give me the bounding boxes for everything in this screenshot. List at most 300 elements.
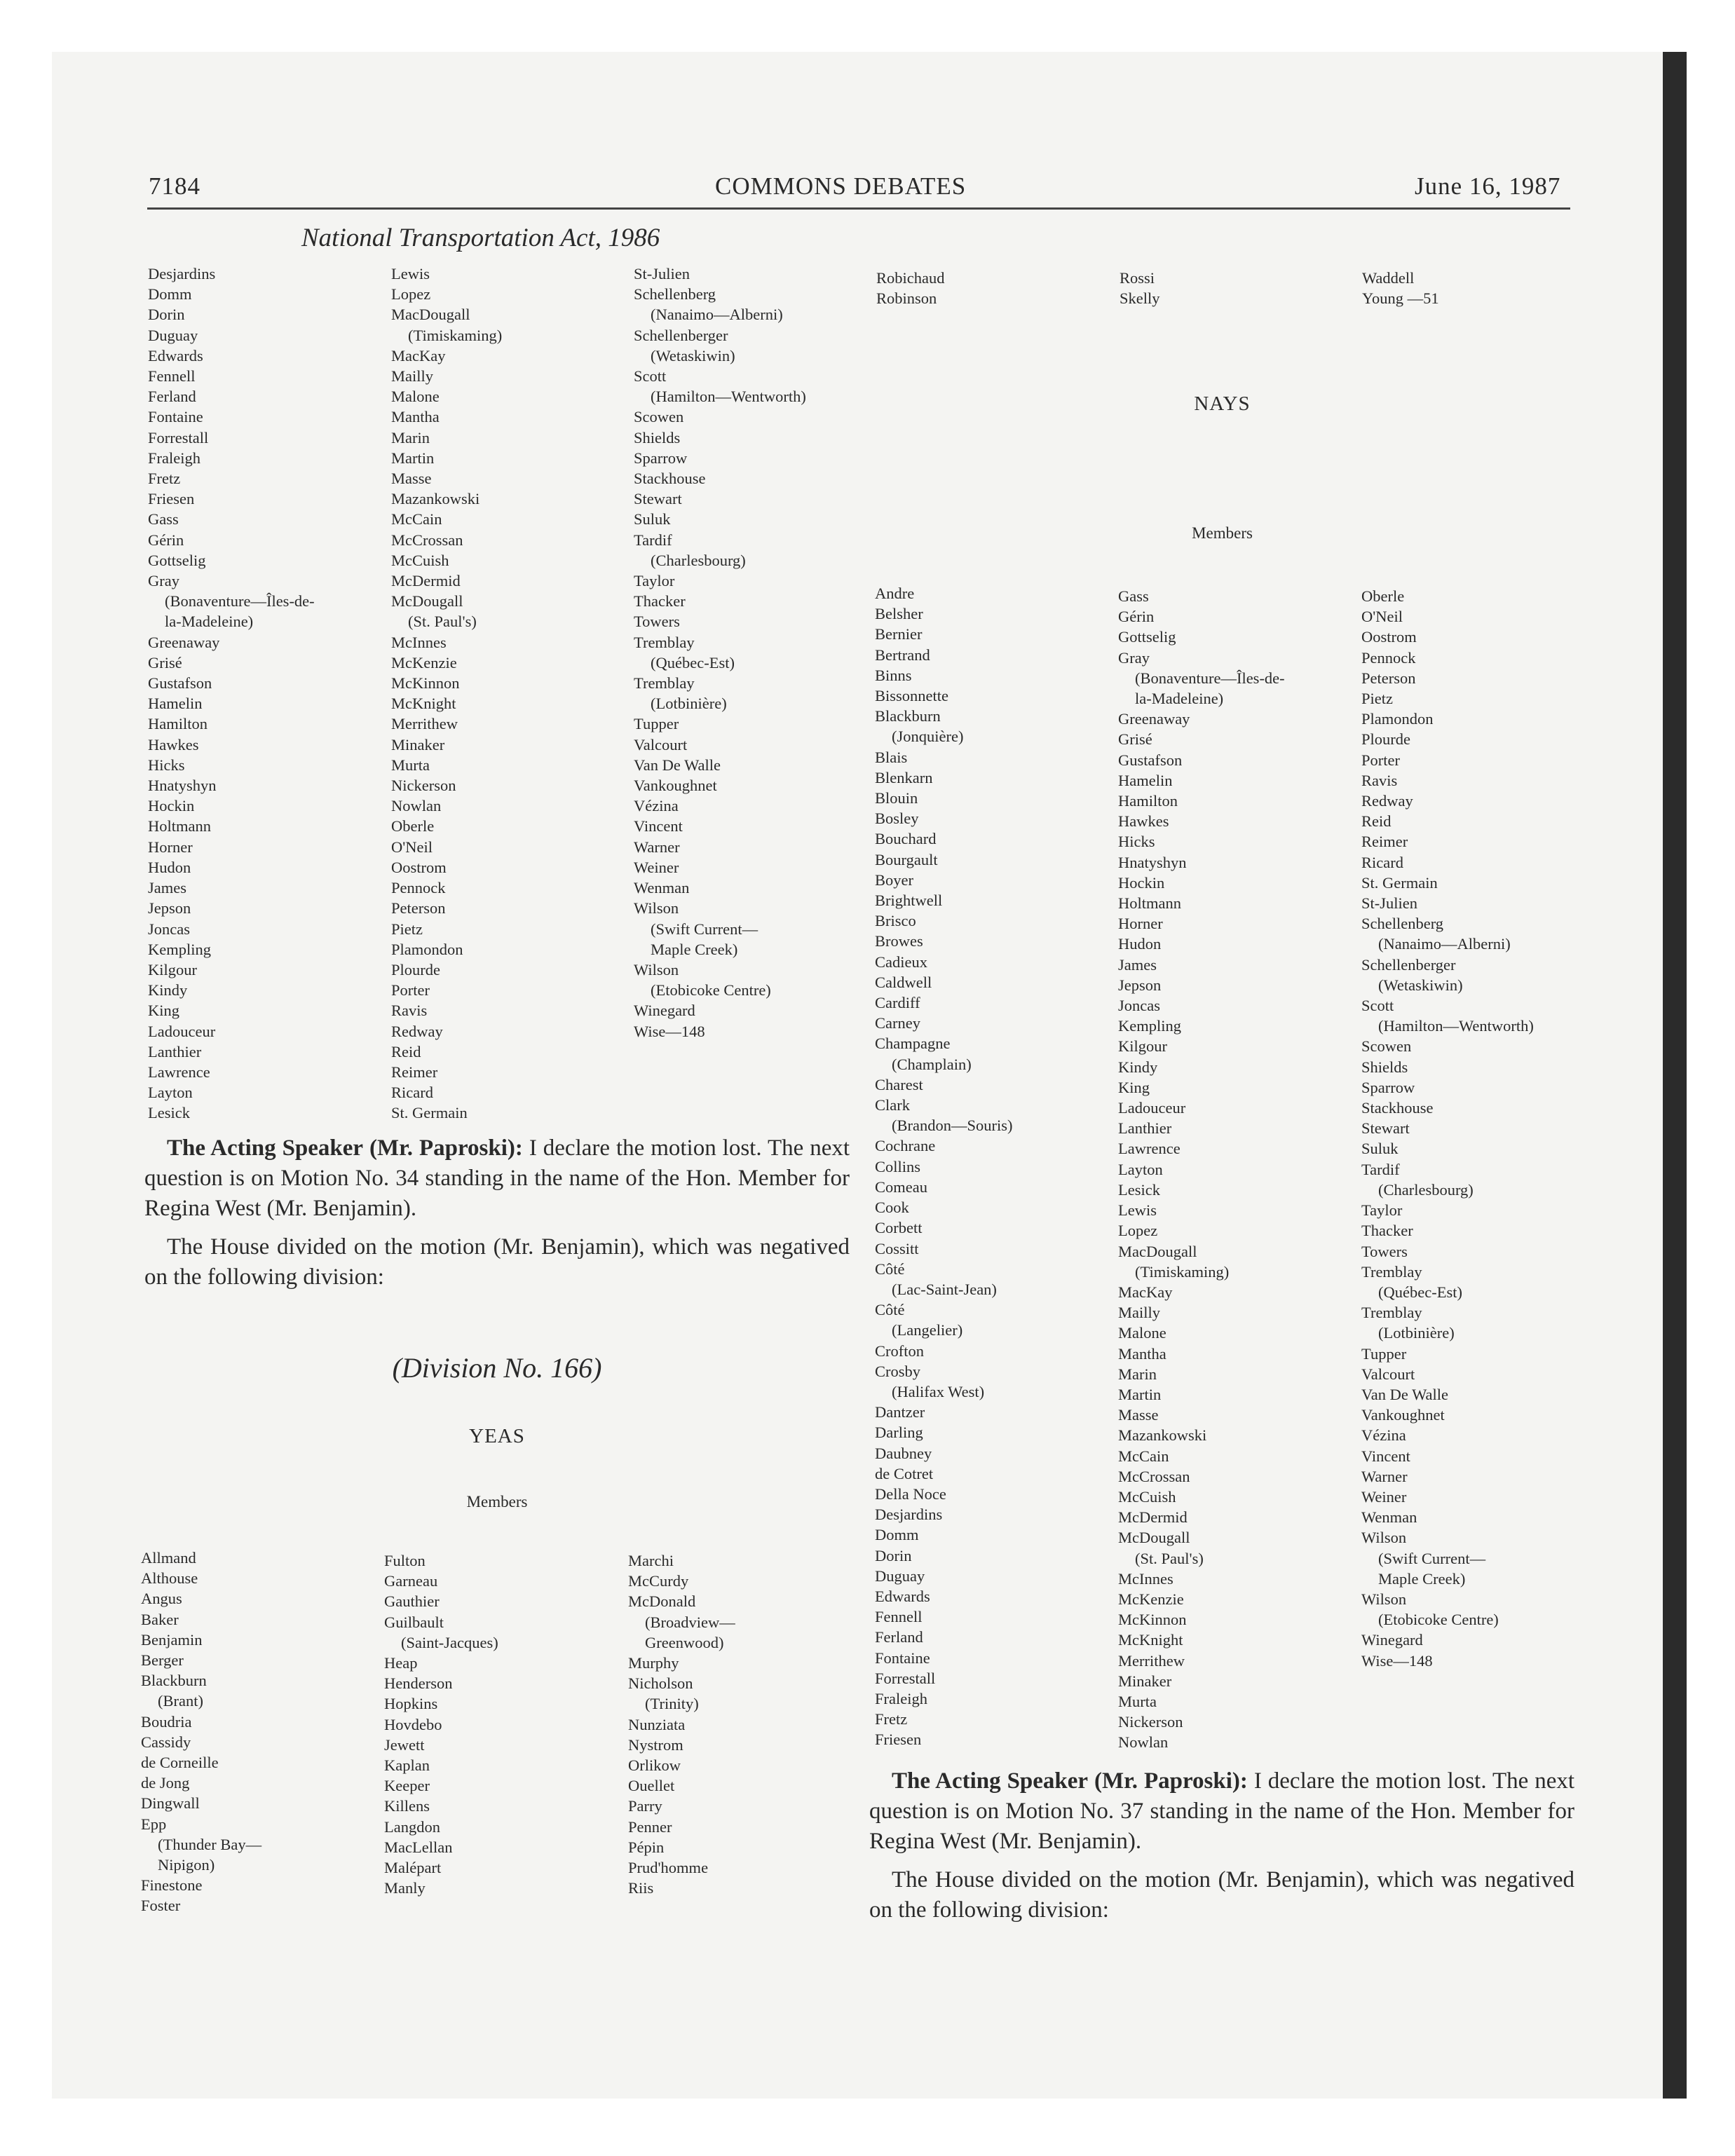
member-name: Plamondon	[1361, 710, 1434, 728]
member-name: Caldwell	[875, 973, 932, 991]
member-name: McCuish	[1118, 1487, 1176, 1506]
nays-heading: NAYS	[1194, 393, 1251, 415]
member-name: Crofton	[875, 1342, 924, 1360]
member-name: O'Neil	[391, 838, 433, 856]
top-list-col-6	[1362, 268, 1439, 308]
page-date: June 16, 1987	[1415, 172, 1561, 200]
top-list-col-3	[634, 264, 806, 1042]
member-name: Martin	[1118, 1385, 1162, 1403]
member-name: (Bonaventure—Îles-de-	[165, 592, 315, 610]
member-name: Hamelin	[148, 695, 203, 713]
member-name: Darling	[875, 1424, 923, 1442]
member-name: Lopez	[1118, 1222, 1158, 1240]
member-name: Lanthier	[1118, 1119, 1172, 1138]
member-name: Tremblay	[1361, 1304, 1422, 1322]
member-name: Fennell	[148, 367, 196, 386]
member-name: Wilson	[634, 960, 679, 978]
member-name: (Lotbinière)	[651, 695, 727, 713]
member-name: (Halifax West)	[892, 1382, 985, 1400]
member-name: Gauthier	[384, 1592, 440, 1611]
member-name: Schellenberger	[634, 326, 728, 344]
nays-col-2	[1118, 586, 1285, 1753]
member-name: Malépart	[384, 1859, 442, 1877]
member-name: Comeau	[875, 1178, 927, 1196]
member-name: Wilson	[634, 899, 679, 917]
member-name: Lesick	[148, 1104, 190, 1122]
member-name: (Bonaventure—Îles-de-	[1135, 669, 1285, 687]
member-name: Hockin	[1118, 873, 1165, 892]
member-name: Wilson	[1361, 1590, 1407, 1608]
member-name: Masse	[1118, 1406, 1159, 1424]
member-name: Winegard	[1361, 1631, 1423, 1649]
member-name: (Charlesbourg)	[651, 551, 746, 569]
member-name: Waddell	[1362, 269, 1415, 287]
member-name: Nowlan	[391, 797, 442, 815]
publication-title: COMMONS DEBATES	[715, 172, 967, 200]
member-name: Boyer	[875, 871, 913, 889]
member-name: Van De Walle	[1361, 1385, 1448, 1403]
member-name: Henderson	[384, 1674, 453, 1693]
member-name: Taylor	[1361, 1201, 1403, 1220]
member-name: Weiner	[634, 858, 679, 876]
member-name: Brisco	[875, 912, 916, 930]
member-name: McDermid	[391, 572, 461, 590]
member-name: Nystrom	[628, 1735, 683, 1754]
member-name: Bertrand	[875, 646, 930, 664]
member-name: Fennell	[875, 1608, 923, 1626]
member-name: (Brandon—Souris)	[892, 1117, 1013, 1135]
member-name: Kindy	[1118, 1058, 1158, 1076]
member-name: (Hamilton—Wentworth)	[1378, 1017, 1534, 1035]
member-name: Greenaway	[1118, 710, 1190, 728]
member-name: Plourde	[391, 960, 440, 978]
member-name: Orlikow	[628, 1756, 681, 1775]
member-name: Lawrence	[1118, 1140, 1181, 1158]
member-name: Reimer	[1361, 833, 1408, 851]
member-name: Oberle	[1361, 587, 1405, 605]
member-name: McInnes	[1118, 1569, 1173, 1588]
nays-members-label: Members	[1192, 524, 1253, 542]
member-name: Belsher	[875, 605, 923, 623]
member-name: Redway	[391, 1022, 443, 1040]
speaker-statement: I declare the motion lost. The next question is on Motion No. 34 standing in the name of the Hon. Member for Regina West (Mr. Benjamin).	[144, 1135, 850, 1221]
member-name: Pietz	[391, 920, 423, 938]
speaker-name: The Acting Speaker	[892, 1768, 1089, 1794]
member-name: Reid	[1361, 812, 1392, 831]
member-name: (Broadview—	[645, 1613, 735, 1631]
member-name: Nicholson	[628, 1674, 693, 1693]
member-name: Robinson	[876, 289, 937, 308]
member-name: McKenzie	[391, 653, 457, 671]
member-name: Gérin	[1118, 608, 1155, 626]
member-name: Gustafson	[148, 674, 212, 692]
member-name: Ferland	[148, 388, 196, 406]
member-name: Sparrow	[1361, 1078, 1415, 1096]
member-name: (Charlesbourg)	[1378, 1180, 1474, 1199]
member-name: (Etobicoke Centre)	[651, 981, 771, 999]
speaker-paren: (Mr. Paproski):	[1094, 1768, 1248, 1794]
member-name: Joncas	[148, 920, 190, 938]
member-name: Stewart	[634, 490, 682, 508]
member-name: de Corneille	[141, 1754, 219, 1772]
member-name: Kaplan	[384, 1756, 430, 1775]
member-name: Friesen	[148, 490, 195, 508]
member-name: Skelly	[1120, 289, 1160, 308]
member-name: (Saint-Jacques)	[401, 1633, 498, 1651]
member-name: Prud'homme	[628, 1859, 709, 1877]
member-name: McCain	[1118, 1447, 1169, 1465]
member-name: Blouin	[875, 789, 918, 807]
member-name: Plourde	[1361, 730, 1410, 749]
member-name: Blackburn	[875, 707, 941, 725]
page-number: 7184	[149, 172, 200, 200]
member-name: Ravis	[1361, 771, 1398, 789]
yeas-members-label: Members	[466, 1493, 528, 1510]
member-name: Holtmann	[1118, 894, 1181, 913]
division-intro-paragraph-2: The House divided on the motion (Mr. Benjamin), which was negatived on the following division:	[869, 1867, 1574, 1923]
member-name: Grisé	[148, 653, 182, 671]
member-name: Fraleigh	[148, 449, 200, 467]
member-name: Oostrom	[391, 858, 447, 876]
member-name: Merrithew	[1118, 1651, 1185, 1670]
member-name: Blais	[875, 748, 908, 766]
member-name: Kilgour	[148, 960, 197, 978]
member-name: Redway	[1361, 792, 1413, 810]
member-name: St-Julien	[1361, 894, 1418, 913]
member-name: Nickerson	[1118, 1713, 1183, 1731]
member-name: Tremblay	[634, 674, 695, 692]
member-name: Minaker	[391, 735, 445, 753]
member-name: Shields	[1361, 1058, 1408, 1076]
yeas-col-3	[628, 1550, 735, 1898]
member-name: Ravis	[391, 1002, 428, 1020]
member-name: Ferland	[875, 1628, 923, 1646]
member-name: Hudon	[148, 858, 191, 876]
member-name: Hovdebo	[384, 1715, 442, 1733]
member-name: Hamilton	[1118, 792, 1178, 810]
member-name: Thacker	[1361, 1222, 1413, 1240]
member-name: Wenman	[1361, 1508, 1417, 1527]
scan-edge-shadow	[1663, 52, 1687, 2099]
member-name: Ricard	[391, 1084, 433, 1102]
yeas-col-1	[141, 1548, 261, 1916]
member-name: Heap	[384, 1654, 418, 1672]
member-name: Pépin	[628, 1838, 665, 1856]
member-name: Champagne	[875, 1035, 951, 1053]
member-name: Reid	[391, 1042, 421, 1060]
member-name: Kempling	[148, 940, 211, 958]
member-name: Baker	[141, 1610, 179, 1628]
member-name: Epp	[141, 1815, 167, 1833]
yeas-col-2	[384, 1550, 498, 1898]
member-name: Malone	[1118, 1324, 1166, 1342]
member-name: Scott	[1361, 997, 1394, 1015]
member-name: Garneau	[384, 1572, 438, 1590]
member-name: Wilson	[1361, 1529, 1407, 1547]
member-name: Mantha	[391, 408, 440, 426]
member-name: McInnes	[391, 633, 447, 651]
member-name: Bernier	[875, 625, 923, 643]
member-name: Cochrane	[875, 1137, 936, 1155]
member-name: Gustafson	[1118, 751, 1183, 769]
top-list-col-5	[1120, 268, 1160, 308]
member-name: Warner	[1361, 1467, 1408, 1485]
member-name: O'Neil	[1361, 608, 1403, 626]
member-name: (Hamilton—Wentworth)	[651, 388, 806, 406]
member-name: Nipigon)	[158, 1856, 215, 1874]
member-name: MacKay	[1118, 1283, 1173, 1301]
member-name: Cardiff	[875, 994, 920, 1012]
member-name: Forrestall	[148, 428, 209, 446]
member-name: Edwards	[148, 346, 203, 364]
member-name: Gottselig	[1118, 628, 1176, 646]
member-name: Tupper	[634, 715, 679, 733]
member-name: Vankoughnet	[634, 777, 717, 795]
member-name: Oberle	[391, 817, 435, 835]
member-name: (Québec-Est)	[651, 653, 735, 671]
member-name: Ladouceur	[1118, 1099, 1186, 1117]
member-name: Weiner	[1361, 1487, 1407, 1506]
member-name: Stackhouse	[1361, 1099, 1434, 1117]
member-name: Murta	[1118, 1692, 1157, 1710]
member-name: Domm	[875, 1526, 919, 1544]
member-name: (Lotbinière)	[1378, 1324, 1455, 1342]
member-name: Rossi	[1120, 269, 1155, 287]
member-name: Nunziata	[628, 1715, 686, 1733]
member-name: (St. Paul's)	[408, 613, 477, 631]
member-name: Peterson	[1361, 669, 1416, 687]
member-name: Ouellet	[628, 1777, 675, 1795]
member-name: la-Madeleine)	[1135, 690, 1224, 708]
member-name: Gass	[148, 510, 179, 528]
member-name: Marin	[391, 428, 430, 446]
member-name: Vincent	[634, 817, 683, 835]
member-name: Cossitt	[875, 1239, 919, 1257]
member-name: Boudria	[141, 1712, 192, 1731]
member-name: Ladouceur	[148, 1022, 216, 1040]
member-name: Maple Creek)	[1378, 1569, 1466, 1588]
speaker-paragraph-1	[144, 1133, 850, 1224]
member-name: Ricard	[1361, 853, 1403, 871]
speaker-paren: (Mr. Paproski):	[369, 1135, 523, 1161]
member-name: Maple Creek)	[651, 940, 738, 958]
member-name: Murta	[391, 756, 430, 774]
member-name: Thacker	[634, 592, 686, 610]
member-name: Vézina	[634, 797, 679, 815]
member-name: Crosby	[875, 1362, 921, 1380]
member-name: Hamelin	[1118, 771, 1173, 789]
member-name: Carney	[875, 1014, 920, 1032]
member-name: St. Germain	[1361, 873, 1438, 892]
member-name: Wise—148	[1361, 1651, 1433, 1670]
member-name: Bouchard	[875, 830, 937, 848]
member-name: Kempling	[1118, 1017, 1181, 1035]
member-name: Côté	[875, 1260, 905, 1278]
member-name: Vézina	[1361, 1426, 1406, 1445]
member-name: Oostrom	[1361, 628, 1417, 646]
member-name: (Nanaimo—Alberni)	[1378, 935, 1511, 953]
member-name: Althouse	[141, 1569, 198, 1588]
member-name: Pennock	[1361, 648, 1416, 667]
member-name: (Lac-Saint-Jean)	[892, 1280, 997, 1298]
member-name: Hawkes	[148, 735, 199, 753]
member-name: MacDougall	[1118, 1242, 1197, 1260]
member-name: Lawrence	[148, 1063, 210, 1081]
member-name: Hicks	[148, 756, 185, 774]
member-name: Hamilton	[148, 715, 207, 733]
member-name: Langdon	[384, 1817, 440, 1836]
member-name: Wenman	[634, 879, 690, 897]
member-name: McCrossan	[391, 531, 463, 549]
member-name: Suluk	[634, 510, 671, 528]
member-name: Valcourt	[1361, 1365, 1415, 1383]
member-name: Mantha	[1118, 1344, 1166, 1363]
member-name: Grisé	[1118, 730, 1152, 749]
division-title: (Division No. 166)	[392, 1352, 602, 1384]
member-name: Allmand	[141, 1549, 196, 1567]
member-name: Stewart	[1361, 1119, 1410, 1138]
member-name: Layton	[1118, 1160, 1163, 1178]
member-name: Nickerson	[391, 777, 456, 795]
member-name: Hicks	[1118, 833, 1155, 851]
member-name: Young —51	[1362, 289, 1439, 308]
member-name: Côté	[875, 1301, 905, 1319]
member-name: Stackhouse	[634, 470, 706, 488]
member-name: McKinnon	[1118, 1611, 1187, 1629]
member-name: Blackburn	[141, 1672, 207, 1690]
member-name: Marchi	[628, 1552, 674, 1569]
member-name: (Wetaskiwin)	[1378, 976, 1463, 994]
member-name: Parry	[628, 1797, 662, 1815]
member-name: Lewis	[391, 265, 430, 282]
member-name: Towers	[1361, 1242, 1408, 1260]
member-name: Hopkins	[384, 1695, 438, 1713]
member-name: Tardif	[634, 531, 672, 549]
member-name: Della Noce	[875, 1485, 946, 1503]
member-name: (Swift Current—	[1378, 1549, 1486, 1567]
member-name: Horner	[148, 838, 193, 856]
speaker-statement: I declare the motion lost. The next question is on Motion No. 37 standing in the name of the Hon. Member for Regina West (Mr. Benjamin).	[869, 1768, 1575, 1854]
member-name: (Nanaimo—Alberni)	[651, 306, 783, 324]
member-name: Lesick	[1118, 1180, 1160, 1199]
member-name: Manly	[384, 1879, 426, 1897]
member-name: Tremblay	[1361, 1262, 1422, 1281]
member-name: Horner	[1118, 915, 1163, 933]
member-name: Schellenberg	[634, 285, 716, 303]
member-name: Fulton	[384, 1552, 426, 1569]
member-name: Domm	[148, 285, 192, 303]
member-name: Mailly	[391, 367, 433, 386]
member-name: Fretz	[148, 470, 181, 488]
member-name: Tremblay	[634, 633, 695, 651]
member-name: Friesen	[875, 1731, 922, 1749]
member-name: (Wetaskiwin)	[651, 346, 735, 364]
member-name: Dorin	[148, 306, 185, 324]
member-name: Minaker	[1118, 1672, 1172, 1690]
member-name: Scowen	[634, 408, 684, 426]
member-name: Duguay	[148, 326, 198, 344]
member-name: Greenaway	[148, 633, 220, 651]
member-name: Jepson	[1118, 976, 1162, 994]
member-name: Plamondon	[391, 940, 463, 958]
member-name: Bosley	[875, 810, 919, 828]
nays-col-3	[1361, 586, 1534, 1671]
division-intro-paragraph-1: The House divided on the motion (Mr. Benjamin), which was negatived on the following division:	[144, 1234, 850, 1290]
member-name: Gérin	[148, 531, 184, 549]
member-name: Shields	[634, 428, 681, 446]
member-name: Berger	[141, 1651, 184, 1670]
member-name: Killens	[384, 1797, 430, 1815]
member-name: Lopez	[391, 285, 431, 303]
member-name: Taylor	[634, 572, 675, 590]
member-name: (St. Paul's)	[1135, 1549, 1204, 1567]
header-rule	[147, 207, 1570, 210]
member-name: McKenzie	[1118, 1590, 1184, 1608]
member-name: McCuish	[391, 551, 449, 569]
member-name: St. Germain	[391, 1104, 468, 1122]
member-name: Scott	[634, 367, 667, 386]
speaker-name: The Acting Speaker	[167, 1135, 364, 1161]
member-name: de Cotret	[875, 1464, 934, 1482]
member-name: Daubney	[875, 1444, 932, 1462]
member-name: McDougall	[391, 592, 463, 610]
member-name: Winegard	[634, 1002, 695, 1020]
member-name: Tardif	[1361, 1160, 1400, 1178]
member-name: Gray	[148, 572, 179, 590]
member-name: la-Madeleine)	[165, 613, 254, 631]
member-name: Peterson	[391, 899, 446, 917]
member-name: Mailly	[1118, 1304, 1160, 1322]
member-name: Greenwood)	[645, 1633, 724, 1651]
member-name: Jewett	[384, 1735, 425, 1754]
member-name: McKnight	[391, 695, 456, 713]
member-name: Angus	[141, 1590, 182, 1608]
member-name: King	[1118, 1078, 1150, 1096]
member-name: Duguay	[875, 1567, 925, 1585]
member-name: Browes	[875, 932, 923, 950]
member-name: Malone	[391, 388, 440, 406]
member-name: Forrestall	[875, 1669, 936, 1687]
member-name: Nowlan	[1118, 1733, 1169, 1752]
member-name: Merrithew	[391, 715, 458, 733]
member-name: Desjardins	[148, 265, 216, 282]
member-name: Keeper	[384, 1777, 430, 1795]
member-name: Suluk	[1361, 1140, 1399, 1158]
member-name: McCain	[391, 510, 442, 528]
member-name: Van De Walle	[634, 756, 721, 774]
member-name: Penner	[628, 1817, 672, 1836]
member-name: Dantzer	[875, 1403, 925, 1421]
top-list-col-4	[876, 268, 944, 308]
member-name: James	[148, 879, 186, 897]
member-name: Blenkarn	[875, 768, 933, 786]
member-name: Hawkes	[1118, 812, 1169, 831]
member-name: Finestone	[141, 1876, 203, 1895]
member-name: MacDougall	[391, 306, 470, 324]
member-name: St-Julien	[634, 265, 690, 282]
member-name: Murphy	[628, 1654, 679, 1672]
member-name: de Jong	[141, 1774, 190, 1792]
member-name: Jepson	[148, 899, 191, 917]
member-name: Corbett	[875, 1219, 923, 1237]
member-name: Guilbault	[384, 1613, 444, 1631]
section-title: National Transportation Act, 1986	[301, 224, 660, 252]
member-name: Wise—148	[634, 1022, 705, 1040]
member-name: Fontaine	[875, 1649, 930, 1667]
member-name: Clark	[875, 1096, 910, 1114]
member-name: McDonald	[628, 1592, 696, 1611]
member-name: Marin	[1118, 1365, 1157, 1383]
